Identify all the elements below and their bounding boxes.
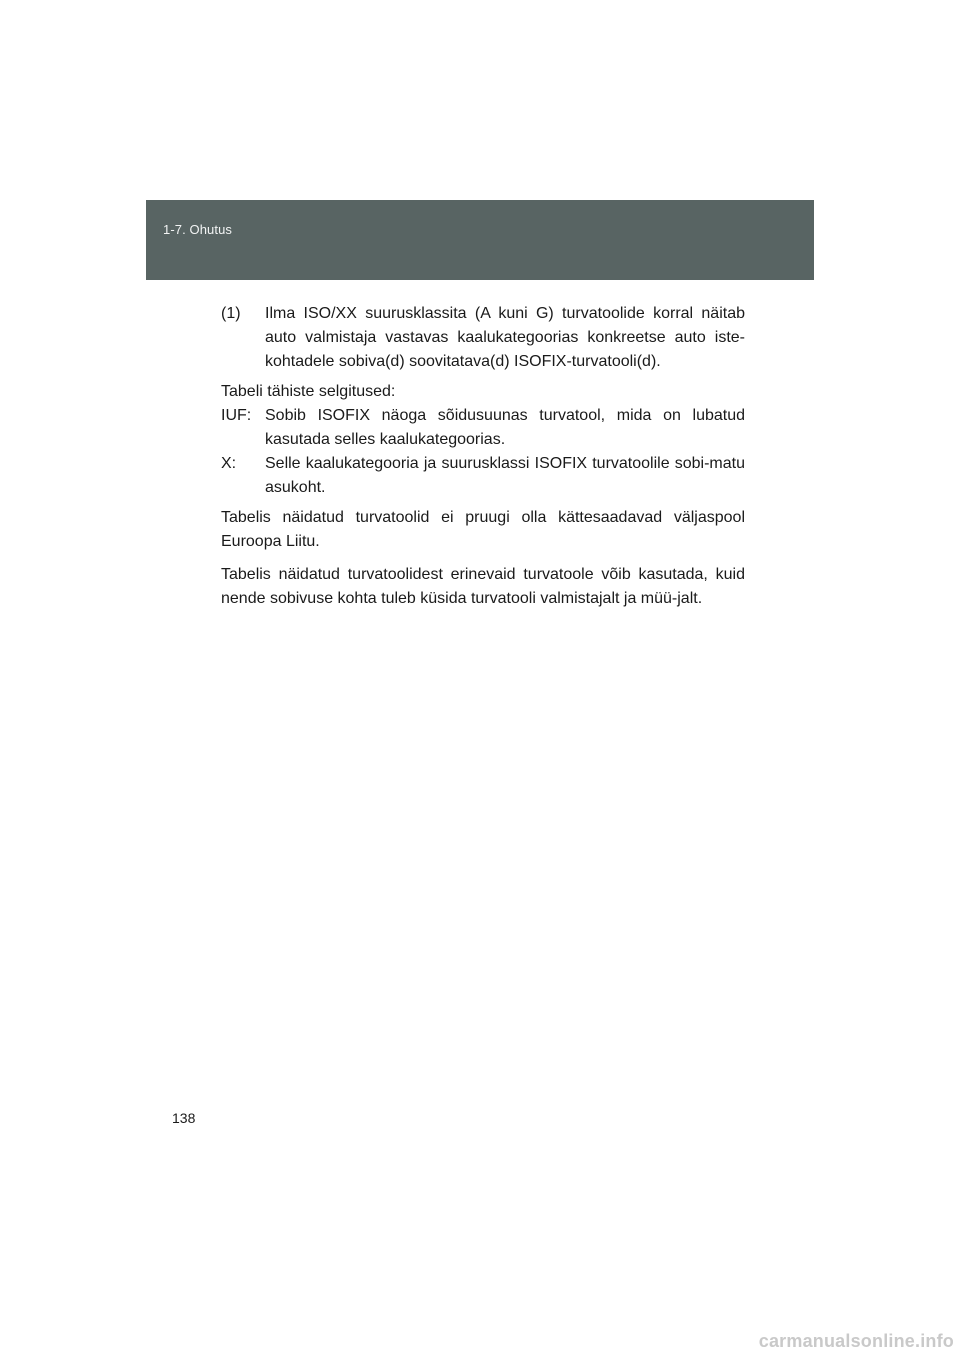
section-title: 1-7. Ohutus: [163, 222, 233, 237]
watermark-text: carmanualsonline.info: [758, 1331, 954, 1351]
page-number: 138: [172, 1110, 196, 1126]
legend-item-x: [221, 452, 745, 500]
legend-definition: Selle kaalukategooria ja suurusklassi ISOFIX turvatoolile sobi-matu asukoht.: [265, 455, 745, 496]
paragraph-other-seats: Tabelis näidatud turvatoolidest erinevaid turvatoole võib kasutada, kuid nende sobivuse kohta tuleb küsida turvatooli valmistajalt ja müü-jalt.: [221, 566, 745, 607]
footnote-text: Ilma ISO/XX suurusklassita (A kuni G) turvatoolide korral näitab auto valmistaja vastavas kaalukategoorias konkreetse auto iste-kohtadele sobiva(d) soovitatava(d) ISOFIX-turvatooli(d).: [265, 305, 745, 370]
legend-abbr: X:: [221, 455, 237, 472]
legend-abbr: IUF:: [221, 407, 252, 424]
footnote-marker: (1): [221, 305, 241, 322]
page-content: [221, 302, 745, 611]
footnote: [221, 302, 745, 374]
legend-definition: Sobib ISOFIX näoga sõidusuunas turvatool, mida on lubatud kasutada selles kaalukategoorias.: [265, 407, 745, 448]
legend-item-iuf: [221, 404, 745, 452]
paragraph-availability: Tabelis näidatud turvatoolid ei pruugi olla kättesaadavad väljaspool Euroopa Liitu.: [221, 509, 745, 550]
section-header-band: [146, 200, 814, 280]
legend-title: Tabeli tähiste selgitused:: [221, 383, 396, 400]
